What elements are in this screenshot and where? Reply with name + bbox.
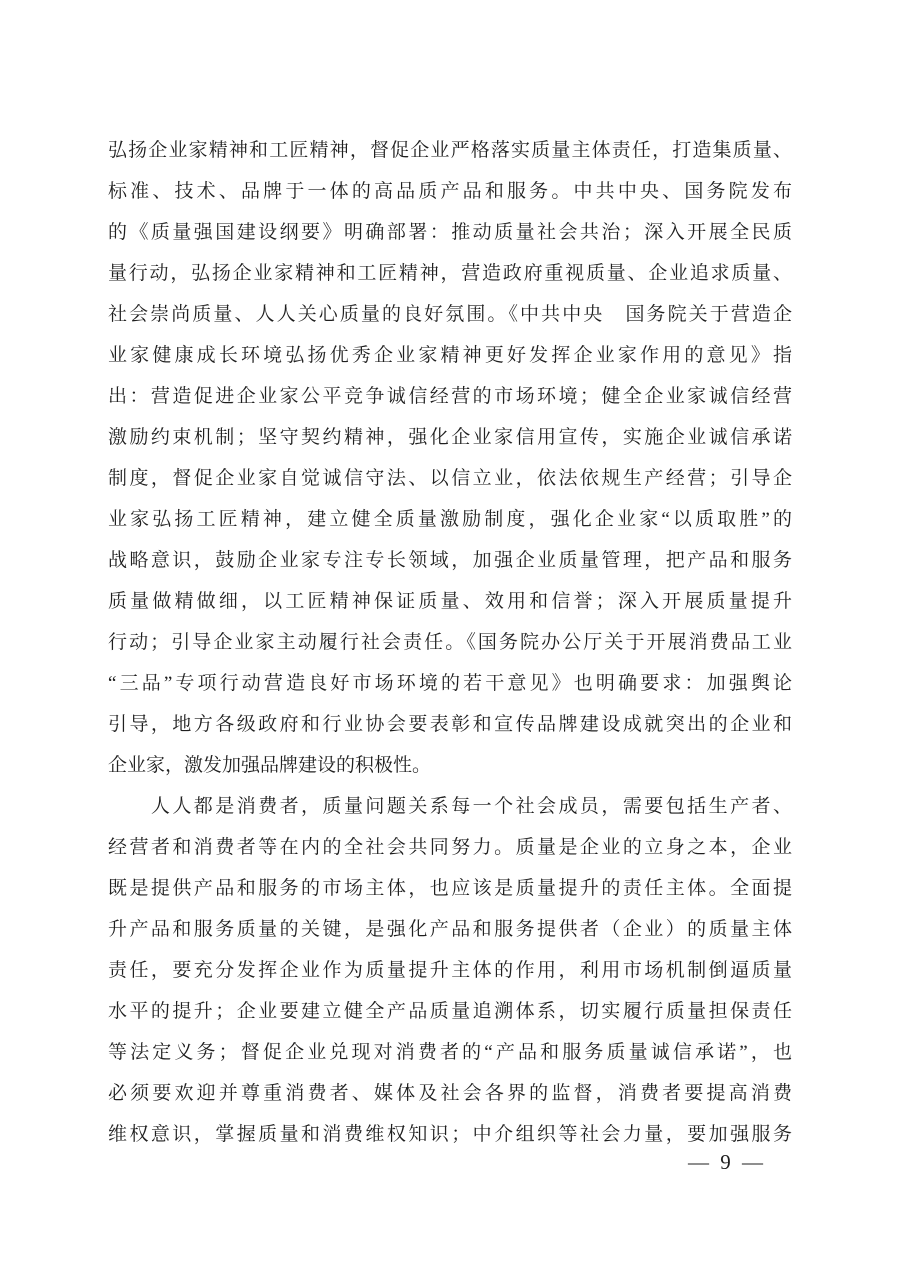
page-number: — 9 — — [688, 1150, 766, 1174]
text-line: 弘扬企业家精神和工匠精神，督促企业严格落实质量主体责任，打造集质量、 — [108, 140, 792, 161]
text-line: 业家健康成长环境弘扬优秀企业家精神更好发挥企业家作用的意见》指 — [108, 345, 792, 366]
text-line: “三品”专项行动营造良好市场环境的若干意见》也明确要求：加强舆论 — [108, 673, 792, 694]
text-line: 社会崇尚质量、人人关心质量的良好氛围。《中共中央 国务院关于营造企 — [108, 304, 792, 325]
text-line: 人人都是消费者，质量问题关系每一个社会成员，需要包括生产者、 — [108, 796, 792, 817]
text-line: 标准、技术、品牌于一体的高品质产品和服务。中共中央、国务院发布 — [108, 181, 792, 202]
text-line: 的《质量强国建设纲要》明确部署：推动质量社会共治；深入开展全民质 — [108, 222, 792, 243]
document-body — [108, 130, 792, 1155]
text-line: 战略意识，鼓励企业家专注专长领域，加强企业质量管理，把产品和服务 — [108, 550, 792, 571]
text-line: 制度，督促企业家自觉诚信守法、以信立业，依法依规生产经营；引导企 — [108, 468, 792, 489]
text-line: 经营者和消费者等在内的全社会共同努力。质量是企业的立身之本，企业 — [108, 837, 792, 858]
text-line: 水平的提升；企业要建立健全产品质量追溯体系，切实履行质量担保责任 — [108, 1001, 792, 1022]
text-line: 量行动，弘扬企业家精神和工匠精神，营造政府重视质量、企业追求质量、 — [108, 263, 792, 284]
text-line: 质量做精做细，以工匠精神保证质量、效用和信誉；深入开展质量提升 — [108, 591, 792, 612]
text-line: 行动；引导企业家主动履行社会责任。《国务院办公厅关于开展消费品工业 — [108, 632, 792, 653]
text-line: 既是提供产品和服务的市场主体，也应该是质量提升的责任主体。全面提 — [108, 878, 792, 899]
text-line: 等法定义务；督促企业兑现对消费者的“产品和服务质量诚信承诺”，也 — [108, 1042, 792, 1063]
text-line: 升产品和服务质量的关键，是强化产品和服务提供者（企业）的质量主体 — [108, 919, 792, 940]
text-line: 业家弘扬工匠精神，建立健全质量激励制度，强化企业家“以质取胜”的 — [108, 509, 792, 530]
text-line: 维权意识，掌握质量和消费维权知识；中介组织等社会力量，要加强服务 — [108, 1124, 792, 1145]
text-line: 出：营造促进企业家公平竞争诚信经营的市场环境；健全企业家诚信经营 — [108, 386, 792, 407]
text-line: 激励约束机制；坚守契约精神，强化企业家信用宣传，实施企业诚信承诺 — [108, 427, 792, 448]
text-line: 责任，要充分发挥企业作为质量提升主体的作用，利用市场机制倒逼质量 — [108, 960, 792, 981]
text-line: 必须要欢迎并尊重消费者、媒体及社会各界的监督，消费者要提高消费 — [108, 1083, 792, 1104]
text-line: 引导，地方各级政府和行业协会要表彰和宣传品牌建设成就突出的企业和 — [108, 714, 792, 735]
text-line: 企业家，激发加强品牌建设的积极性。 — [108, 755, 432, 776]
